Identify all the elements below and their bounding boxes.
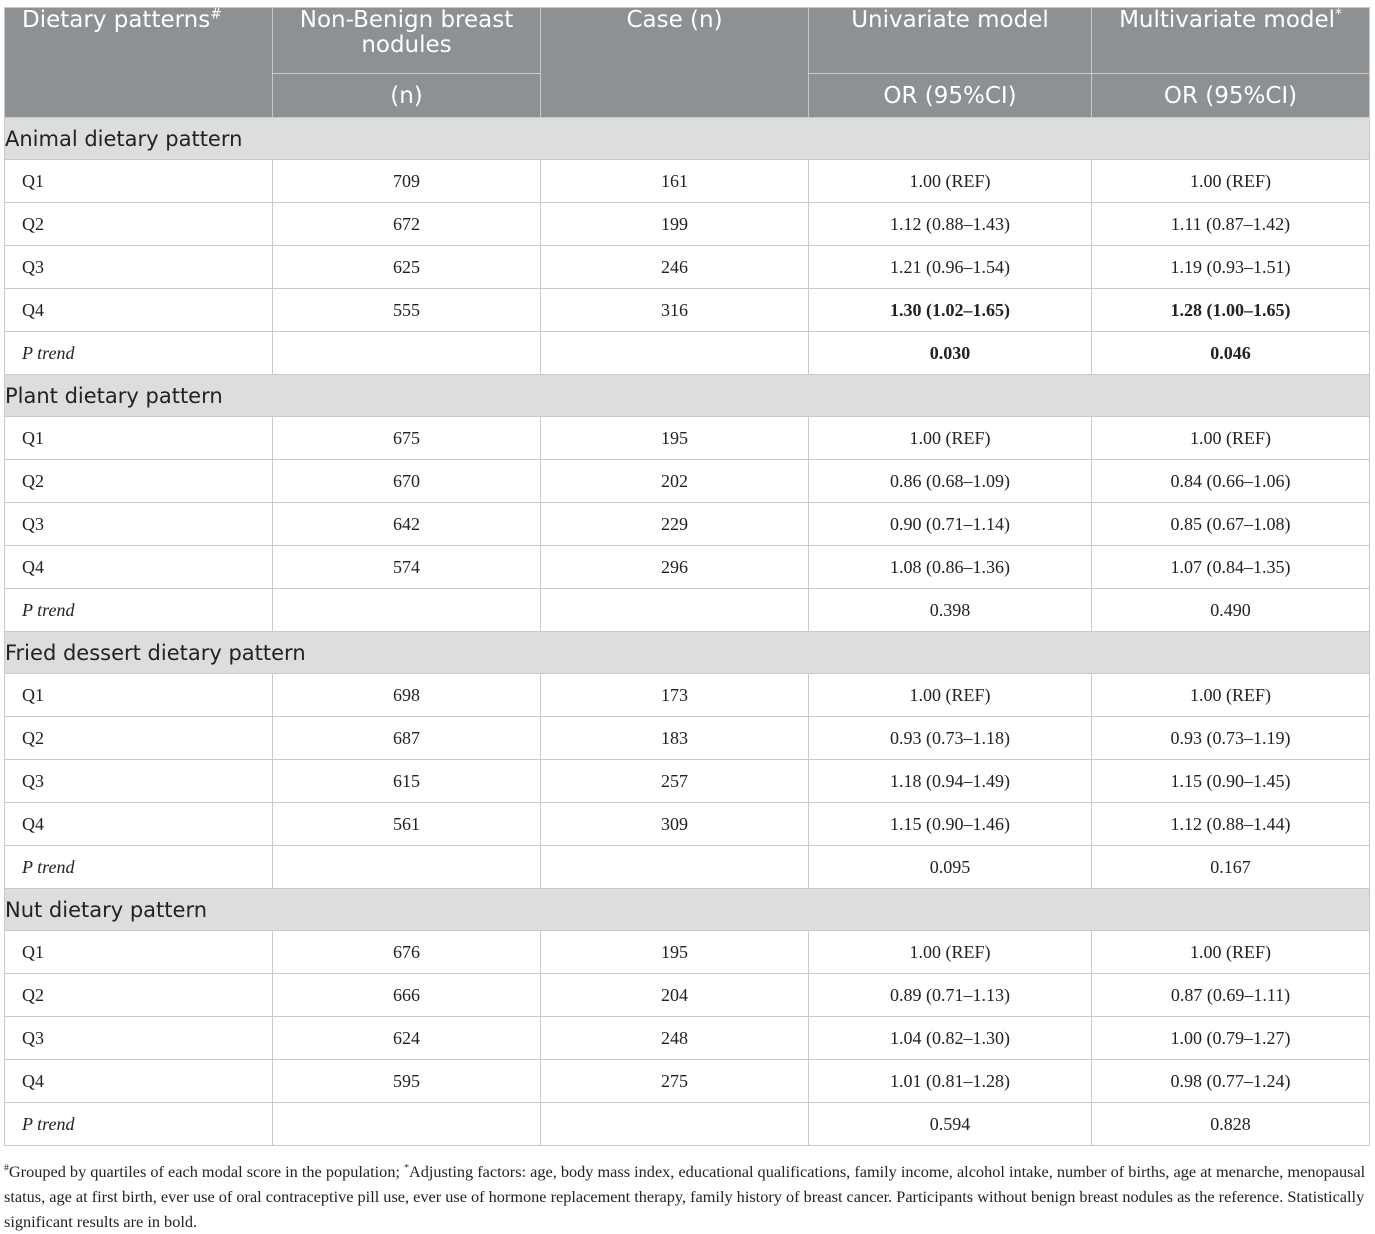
univariate-or: 0.89 (0.71–1.13) bbox=[809, 974, 1092, 1017]
case-count bbox=[541, 589, 809, 632]
group-header-row bbox=[5, 118, 1370, 160]
univariate-or: 0.93 (0.73–1.18) bbox=[809, 717, 1092, 760]
non-benign-count: 698 bbox=[273, 674, 541, 717]
case-count: 202 bbox=[541, 460, 809, 503]
table-footnote bbox=[4, 1159, 1369, 1234]
case-count: 316 bbox=[541, 289, 809, 332]
row-label: Q2 bbox=[5, 203, 273, 246]
non-benign-count: 555 bbox=[273, 289, 541, 332]
multivariate-or: 0.93 (0.73–1.19) bbox=[1092, 717, 1370, 760]
row-label: Q1 bbox=[5, 417, 273, 460]
case-count: 275 bbox=[541, 1060, 809, 1103]
table-row bbox=[5, 546, 1370, 589]
group-title: Nut dietary pattern bbox=[5, 889, 1370, 931]
univariate-or: 1.21 (0.96–1.54) bbox=[809, 246, 1092, 289]
header-non-benign bbox=[273, 8, 541, 74]
multivariate-or: 1.15 (0.90–1.45) bbox=[1092, 760, 1370, 803]
group-header-row bbox=[5, 375, 1370, 417]
case-count bbox=[541, 332, 809, 375]
univariate-or: 1.00 (REF) bbox=[809, 160, 1092, 203]
multivariate-or: 0.98 (0.77–1.24) bbox=[1092, 1060, 1370, 1103]
univariate-or: 1.30 (1.02–1.65) bbox=[809, 289, 1092, 332]
univariate-or: 1.00 (REF) bbox=[809, 931, 1092, 974]
non-benign-count: 642 bbox=[273, 503, 541, 546]
row-label: Q3 bbox=[5, 760, 273, 803]
case-count: 204 bbox=[541, 974, 809, 1017]
row-label: Q2 bbox=[5, 974, 273, 1017]
header-row bbox=[5, 8, 1370, 74]
multivariate-or: 1.00 (REF) bbox=[1092, 417, 1370, 460]
row-label: Q1 bbox=[5, 674, 273, 717]
case-count bbox=[541, 1103, 809, 1146]
table-row bbox=[5, 503, 1370, 546]
multivariate-or: 0.85 (0.67–1.08) bbox=[1092, 503, 1370, 546]
row-label: Q4 bbox=[5, 546, 273, 589]
header-multivariate-label: Multivariate model bbox=[1119, 7, 1336, 33]
multivariate-or: 1.00 (REF) bbox=[1092, 674, 1370, 717]
table-body bbox=[5, 118, 1370, 1146]
case-count: 257 bbox=[541, 760, 809, 803]
row-label: Q4 bbox=[5, 1060, 273, 1103]
row-label: Q3 bbox=[5, 503, 273, 546]
subheader-or-univariate: OR (95%CI) bbox=[809, 74, 1092, 118]
multivariate-or: 1.00 (REF) bbox=[1092, 931, 1370, 974]
univariate-or: 0.398 bbox=[809, 589, 1092, 632]
univariate-or: 1.18 (0.94–1.49) bbox=[809, 760, 1092, 803]
univariate-or: 1.12 (0.88–1.43) bbox=[809, 203, 1092, 246]
multivariate-or: 0.167 bbox=[1092, 846, 1370, 889]
univariate-or: 1.00 (REF) bbox=[809, 674, 1092, 717]
multivariate-or: 1.07 (0.84–1.35) bbox=[1092, 546, 1370, 589]
univariate-or: 0.594 bbox=[809, 1103, 1092, 1146]
table-row bbox=[5, 931, 1370, 974]
footnote-star-mark: * bbox=[404, 1162, 409, 1174]
row-label: P trend bbox=[5, 846, 273, 889]
non-benign-count: 625 bbox=[273, 246, 541, 289]
header-non-benign-label: Non-Benign breast nodules bbox=[299, 7, 514, 58]
non-benign-count: 676 bbox=[273, 931, 541, 974]
univariate-or: 0.90 (0.71–1.14) bbox=[809, 503, 1092, 546]
header-case: Case (n) bbox=[541, 8, 809, 118]
results-table-container bbox=[4, 7, 1369, 1146]
univariate-or: 1.01 (0.81–1.28) bbox=[809, 1060, 1092, 1103]
table-row bbox=[5, 760, 1370, 803]
univariate-or: 1.08 (0.86–1.36) bbox=[809, 546, 1092, 589]
table-row bbox=[5, 332, 1370, 375]
multivariate-or: 0.490 bbox=[1092, 589, 1370, 632]
group-header-row bbox=[5, 632, 1370, 674]
case-count: 173 bbox=[541, 674, 809, 717]
non-benign-count: 670 bbox=[273, 460, 541, 503]
non-benign-count bbox=[273, 589, 541, 632]
non-benign-count bbox=[273, 846, 541, 889]
table-row bbox=[5, 460, 1370, 503]
table-row bbox=[5, 803, 1370, 846]
case-count: 195 bbox=[541, 417, 809, 460]
non-benign-count bbox=[273, 1103, 541, 1146]
table-row bbox=[5, 289, 1370, 332]
table-row bbox=[5, 1103, 1370, 1146]
header-dietary-patterns-label: Dietary patterns bbox=[22, 7, 211, 33]
univariate-or: 1.00 (REF) bbox=[809, 417, 1092, 460]
row-label: P trend bbox=[5, 1103, 273, 1146]
row-label: Q2 bbox=[5, 717, 273, 760]
row-label: Q3 bbox=[5, 246, 273, 289]
univariate-or: 0.030 bbox=[809, 332, 1092, 375]
table-row bbox=[5, 246, 1370, 289]
table-row bbox=[5, 203, 1370, 246]
multivariate-or: 0.046 bbox=[1092, 332, 1370, 375]
subheader-or-multivariate: OR (95%CI) bbox=[1092, 74, 1370, 118]
row-label: P trend bbox=[5, 589, 273, 632]
non-benign-count: 595 bbox=[273, 1060, 541, 1103]
row-label: Q1 bbox=[5, 931, 273, 974]
case-count: 199 bbox=[541, 203, 809, 246]
row-label: Q1 bbox=[5, 160, 273, 203]
case-count: 161 bbox=[541, 160, 809, 203]
multivariate-or: 1.28 (1.00–1.65) bbox=[1092, 289, 1370, 332]
table-row bbox=[5, 589, 1370, 632]
case-count: 229 bbox=[541, 503, 809, 546]
multivariate-or: 1.12 (0.88–1.44) bbox=[1092, 803, 1370, 846]
non-benign-count: 675 bbox=[273, 417, 541, 460]
multivariate-or: 1.11 (0.87–1.42) bbox=[1092, 203, 1370, 246]
multivariate-or: 0.84 (0.66–1.06) bbox=[1092, 460, 1370, 503]
table-row bbox=[5, 674, 1370, 717]
non-benign-count: 672 bbox=[273, 203, 541, 246]
footnote-text-adjusting: Adjusting factors: age, body mass index, educational qualifications, family income, alcohol intake, number of births, age at menarche, menopausal status, age at first birth, ever use of oral contraceptive pill use, ever use of hormone replacement therapy, family history of breast cancer. Participants without benign breast nodules as the reference. Statistically significant results are in bold. bbox=[4, 1162, 1366, 1231]
non-benign-count: 709 bbox=[273, 160, 541, 203]
header-hash-mark: # bbox=[210, 6, 222, 23]
multivariate-or: 0.87 (0.69–1.11) bbox=[1092, 974, 1370, 1017]
multivariate-or: 1.19 (0.93–1.51) bbox=[1092, 246, 1370, 289]
case-count: 309 bbox=[541, 803, 809, 846]
row-label: Q3 bbox=[5, 1017, 273, 1060]
footnote-hash-mark: # bbox=[4, 1162, 9, 1174]
case-count: 296 bbox=[541, 546, 809, 589]
univariate-or: 0.86 (0.68–1.09) bbox=[809, 460, 1092, 503]
case-count: 246 bbox=[541, 246, 809, 289]
multivariate-or: 0.828 bbox=[1092, 1103, 1370, 1146]
non-benign-count: 574 bbox=[273, 546, 541, 589]
header-univariate: Univariate model bbox=[809, 8, 1092, 74]
row-label: P trend bbox=[5, 332, 273, 375]
row-label: Q4 bbox=[5, 803, 273, 846]
table-row bbox=[5, 974, 1370, 1017]
table-row bbox=[5, 1060, 1370, 1103]
non-benign-count: 615 bbox=[273, 760, 541, 803]
case-count: 248 bbox=[541, 1017, 809, 1060]
group-title: Plant dietary pattern bbox=[5, 375, 1370, 417]
non-benign-count: 561 bbox=[273, 803, 541, 846]
non-benign-count: 624 bbox=[273, 1017, 541, 1060]
table-row bbox=[5, 717, 1370, 760]
univariate-or: 1.15 (0.90–1.46) bbox=[809, 803, 1092, 846]
non-benign-count: 666 bbox=[273, 974, 541, 1017]
footnote-text-grouping: Grouped by quartiles of each modal score in the population; bbox=[8, 1162, 405, 1181]
case-count: 195 bbox=[541, 931, 809, 974]
header-dietary-patterns bbox=[5, 8, 273, 118]
case-count bbox=[541, 846, 809, 889]
multivariate-or: 1.00 (REF) bbox=[1092, 160, 1370, 203]
row-label: Q2 bbox=[5, 460, 273, 503]
non-benign-count: 687 bbox=[273, 717, 541, 760]
univariate-or: 1.04 (0.82–1.30) bbox=[809, 1017, 1092, 1060]
group-title: Animal dietary pattern bbox=[5, 118, 1370, 160]
header-multivariate bbox=[1092, 8, 1370, 74]
table-row bbox=[5, 846, 1370, 889]
group-header-row bbox=[5, 889, 1370, 931]
non-benign-count bbox=[273, 332, 541, 375]
table-row bbox=[5, 1017, 1370, 1060]
table-row bbox=[5, 160, 1370, 203]
header-star-mark: * bbox=[1335, 6, 1342, 23]
row-label: Q4 bbox=[5, 289, 273, 332]
univariate-or: 0.095 bbox=[809, 846, 1092, 889]
subheader-n: (n) bbox=[273, 74, 541, 118]
dietary-pattern-or-table bbox=[4, 7, 1370, 1146]
table-row bbox=[5, 417, 1370, 460]
case-count: 183 bbox=[541, 717, 809, 760]
multivariate-or: 1.00 (0.79–1.27) bbox=[1092, 1017, 1370, 1060]
group-title: Fried dessert dietary pattern bbox=[5, 632, 1370, 674]
